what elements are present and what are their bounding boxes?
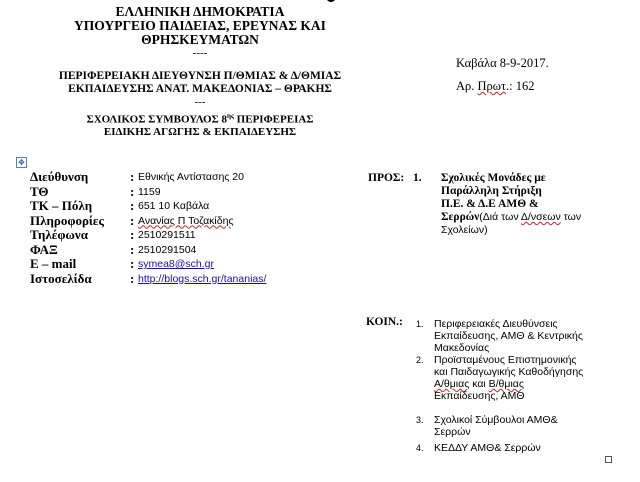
koin-mid: και	[469, 378, 489, 390]
header-directorate	[20, 70, 380, 108]
pros-line-bold: Σερρών	[441, 211, 480, 223]
koin-item-number: 2.	[416, 355, 424, 365]
pros-line: Σχολείων)	[441, 224, 488, 236]
koin-line: Σερρών	[434, 426, 471, 438]
koin-line: Εκπαίδευσης, ΑΜΘ & Κεντρικής	[434, 330, 583, 342]
protocol-word: Πρωτ	[477, 79, 507, 93]
koin-line: Σχολικοί Σύμβουλοι ΑΜΘ&	[434, 414, 558, 426]
pros-line-normal-end: των	[560, 211, 582, 223]
koin-line: ΚΕΔΔΥ ΑΜΘ& Σερρών	[434, 442, 541, 454]
koin-label: ΚΟΙΝ.:	[366, 316, 403, 328]
koin-squig: Β/θμιας	[488, 378, 524, 390]
header-line-advisor	[20, 110, 380, 126]
protocol-number	[456, 79, 535, 93]
contact-label: E – mail	[30, 256, 77, 271]
header-block	[20, 5, 380, 60]
contact-label: Ιστοσελίδα	[30, 270, 92, 286]
koin-line: Προϊσταμένους Επιστημονικής	[434, 354, 577, 366]
contact-value: 1159	[138, 185, 161, 198]
koin-item-number: 3.	[416, 415, 424, 425]
pros-label: ΠΡΟΣ:	[368, 172, 405, 184]
pros-line: Π.Ε. & Δ.Ε ΑΜΘ &	[441, 198, 539, 210]
pros-line: Σχολικές Μονάδες με	[441, 172, 546, 184]
header-line-directorate: ΠΕΡΙΦΕΡΕΙΑΚΗ ΔΙΕΥΘΥΝΣΗ Π/ΘΜΙΑΣ & Δ/ΘΜΙΑΣ	[58, 70, 342, 82]
contact-colon: :	[130, 183, 135, 199]
pros-line-squig: Δ/νσεων	[520, 211, 561, 223]
pros-recipients	[441, 172, 631, 237]
koin-item	[434, 414, 634, 438]
koin-item-number: 4.	[416, 443, 424, 453]
contact-value: 2510291504	[138, 243, 197, 256]
pros-line	[441, 211, 631, 224]
contact-label: Τηλέφωνα	[30, 227, 88, 242]
contact-value: Ανανίας Π Τοζακίδης	[138, 214, 234, 227]
advisor-text: ΣΧΟΛΙΚΟΣ ΣΥΜΒΟΥΛΟΣ 8	[86, 113, 227, 126]
advisor-sup: ης	[226, 112, 234, 120]
koin-item	[434, 442, 634, 454]
header-line-ministry-2: ΘΡΗΣΚΕΥΜΑΤΩΝ	[141, 32, 259, 47]
contact-colon: :	[130, 169, 135, 184]
koin-line: Μακεδονίας	[434, 342, 490, 354]
contact-colon: :	[130, 198, 135, 213]
contact-colon: :	[130, 227, 135, 242]
contact-colon: :	[130, 256, 135, 271]
header-advisor	[20, 110, 380, 138]
contact-row	[30, 228, 350, 243]
document-date: Καβάλα 8-9-2017.	[456, 56, 549, 70]
contact-label: ΤΘ	[30, 183, 49, 199]
contact-colon: :	[130, 241, 135, 257]
table-move-handle-icon[interactable]: ✥	[16, 157, 27, 168]
contact-row	[30, 243, 350, 258]
contact-value: 651 10 Καβάλα	[138, 200, 210, 212]
contact-row	[30, 199, 350, 214]
contact-value: 2510291511	[138, 229, 196, 241]
koin-line: Περιφερειακές Διευθύνσεις	[434, 318, 558, 330]
contact-row	[30, 185, 350, 200]
koin-line	[434, 378, 634, 390]
contact-table	[30, 170, 350, 286]
pros-line-normal: (Διά των	[479, 211, 521, 223]
koin-line: Εκπαίδευσης, ΑΜΘ	[434, 390, 525, 402]
contact-row	[30, 257, 350, 272]
contact-row	[30, 170, 350, 185]
contact-label: ΤΚ – Πόλη	[30, 198, 93, 213]
header-line-special-ed: ΕΙΔΙΚΗΣ ΑΓΩΓΗΣ & ΕΚΠΑΙΔΕΥΣΗΣ	[103, 125, 297, 138]
contact-row	[30, 272, 350, 287]
koin-item	[434, 354, 634, 402]
koin-item	[434, 318, 634, 354]
pros-line: Παράλληλη Στήριξη	[441, 185, 542, 197]
contact-colon: :	[130, 270, 135, 286]
website-link[interactable]: http://blogs.sch.gr/tananias/	[138, 272, 267, 285]
header-separator-2: ---	[194, 96, 206, 108]
header-line-ministry: ΥΠΟΥΡΓΕΙΟ ΠΑΙΔΕΙΑΣ, ΕΡΕΥΝΑΣ ΚΑΙ	[74, 18, 326, 33]
pros-number: 1.	[413, 172, 422, 184]
emblem-icon	[326, 0, 336, 3]
koin-squig: Α/θμιας	[434, 378, 470, 390]
advisor-text-end: ΠΕΡΙΦΕΡΕΙΑΣ	[233, 113, 314, 126]
protocol-suffix: .: 162	[506, 79, 535, 93]
header-separator-1: ----	[192, 47, 208, 59]
header-line-republic: ΕΛΛΗΝΙΚΗ ΔΗΜΟΚΡΑΤΙΑ	[115, 4, 285, 19]
contact-label: Πληροφορίες	[30, 212, 104, 228]
contact-label: Διεύθυνση	[30, 169, 89, 184]
contact-label: ΦΑΞ	[30, 241, 58, 257]
koin-item-number: 1.	[416, 319, 424, 329]
protocol-prefix: Αρ.	[456, 79, 478, 93]
contact-row	[30, 214, 350, 229]
email-link[interactable]: symea8@sch.gr	[138, 258, 215, 270]
koin-line: και Παιδαγωγικής Καθοδήγησης	[434, 366, 584, 378]
contact-colon: :	[130, 212, 135, 228]
header-line-directorate-2: ΕΚΠΑΙΔΕΥΣΗΣ ΑΝΑΤ. ΜΑΚΕΔΟΝΙΑΣ – ΘΡΑΚΗΣ	[68, 83, 332, 95]
contact-value: Εθνικής Αντίστασης 20	[138, 171, 244, 183]
end-of-cell-marker-icon	[605, 456, 612, 463]
